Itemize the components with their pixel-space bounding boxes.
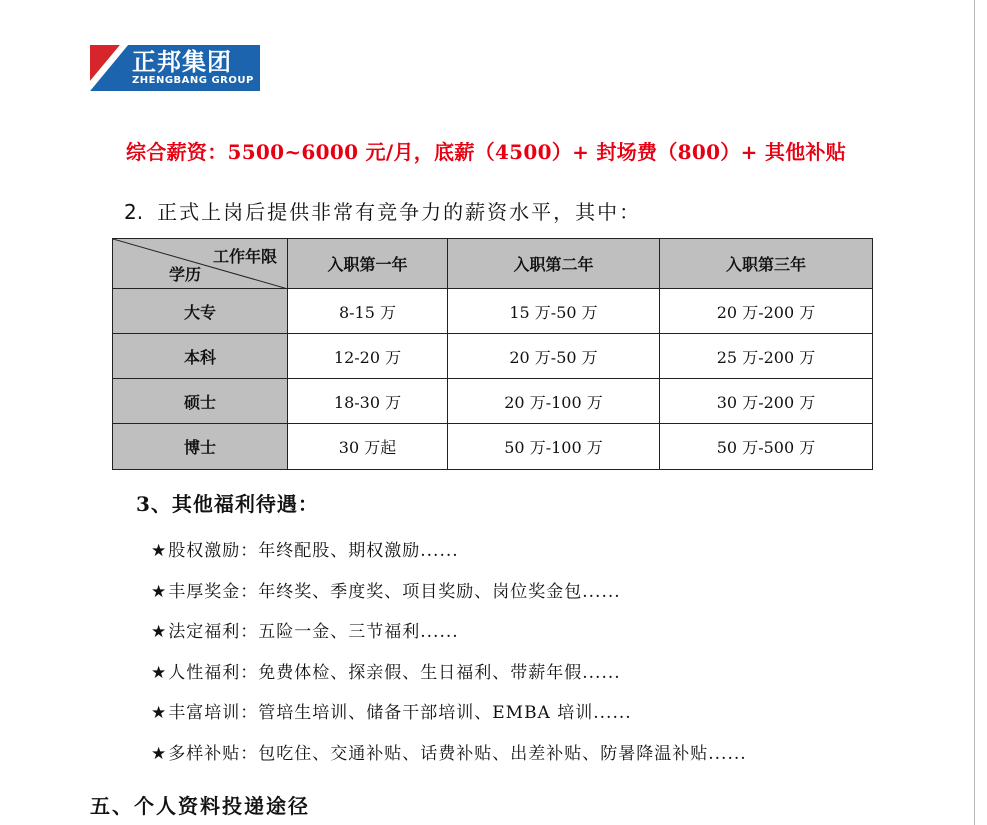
benefit-text: 法定福利：五险一金、三节福利...... (168, 622, 459, 642)
star-icon: ★ (151, 662, 168, 683)
column-header: 入职第一年 (288, 239, 448, 289)
logo-english-name: ZHENGBANG GROUP (132, 75, 254, 86)
table-cell: 30 万起 (288, 424, 448, 470)
section-2-heading (124, 196, 641, 225)
section-3-heading: 3、其他福利待遇： (136, 492, 319, 516)
star-icon: ★ (151, 703, 168, 723)
star-icon: ★ (151, 581, 168, 602)
page-edge-border (974, 0, 975, 825)
table-row (113, 424, 873, 470)
table-cell: 15 万-50 万 (448, 289, 660, 334)
table-cell: 18-30 万 (288, 379, 448, 424)
table-cell: 12-20 万 (288, 334, 448, 379)
logo-wordmark (128, 45, 260, 91)
benefit-text: 人性福利：免费体检、探亲假、生日福利、带薪年假...... (168, 662, 621, 683)
section-5-heading: 五、个人资料投递途径 (90, 794, 310, 818)
section-2-number: 2. (124, 200, 144, 224)
salary-table (112, 238, 873, 470)
section-2-text: 正式上岗后提供非常有竞争力的薪资水平，其中： (157, 200, 642, 224)
table-cell: 50 万-500 万 (660, 424, 873, 470)
table-cell: 20 万-100 万 (448, 379, 660, 424)
star-icon: ★ (151, 743, 168, 764)
row-header: 本科 (113, 334, 288, 379)
table-header-row (113, 239, 873, 289)
company-logo (90, 45, 260, 91)
table-cell: 20 万-50 万 (448, 334, 660, 379)
table-cell: 50 万-100 万 (448, 424, 660, 470)
list-item (151, 619, 747, 660)
benefit-text: 丰厚奖金：年终奖、季度奖、项目奖励、岗位奖金包...... (168, 581, 621, 602)
benefit-text: 丰富培训：管培生培训、储备干部培训、EMBA 培训...... (168, 703, 632, 723)
corner-label-education: 学历 (169, 265, 202, 284)
list-item (151, 538, 747, 579)
star-icon: ★ (151, 622, 168, 642)
star-icon: ★ (151, 541, 168, 561)
corner-label-years: 工作年限 (212, 247, 277, 266)
table-cell: 8-15 万 (288, 289, 448, 334)
list-item (151, 741, 747, 782)
column-header: 入职第二年 (448, 239, 660, 289)
benefit-text: 多样补贴：包吃住、交通补贴、话费补贴、出差补贴、防暑降温补贴...... (168, 743, 747, 764)
table-cell: 20 万-200 万 (660, 289, 873, 334)
row-header: 博士 (113, 424, 288, 470)
list-item (151, 579, 747, 620)
row-header: 硕士 (113, 379, 288, 424)
table-row (113, 289, 873, 334)
benefit-text: 股权激励：年终配股、期权激励...... (168, 541, 459, 561)
list-item (151, 660, 747, 701)
table-corner-cell (113, 239, 288, 289)
list-item (151, 700, 747, 741)
row-header: 大专 (113, 289, 288, 334)
benefits-list (151, 538, 747, 781)
salary-headline: 综合薪资：5500~6000 元/月，底薪（4500）+ 封场费（800）+ 其他补贴 (126, 140, 847, 164)
table-cell: 25 万-200 万 (660, 334, 873, 379)
table-cell: 30 万-200 万 (660, 379, 873, 424)
zhengbang-logo-icon (90, 45, 128, 91)
column-header: 入职第三年 (660, 239, 873, 289)
table-row (113, 379, 873, 424)
logo-chinese-name: 正邦集团 (132, 48, 232, 76)
table-row (113, 334, 873, 379)
